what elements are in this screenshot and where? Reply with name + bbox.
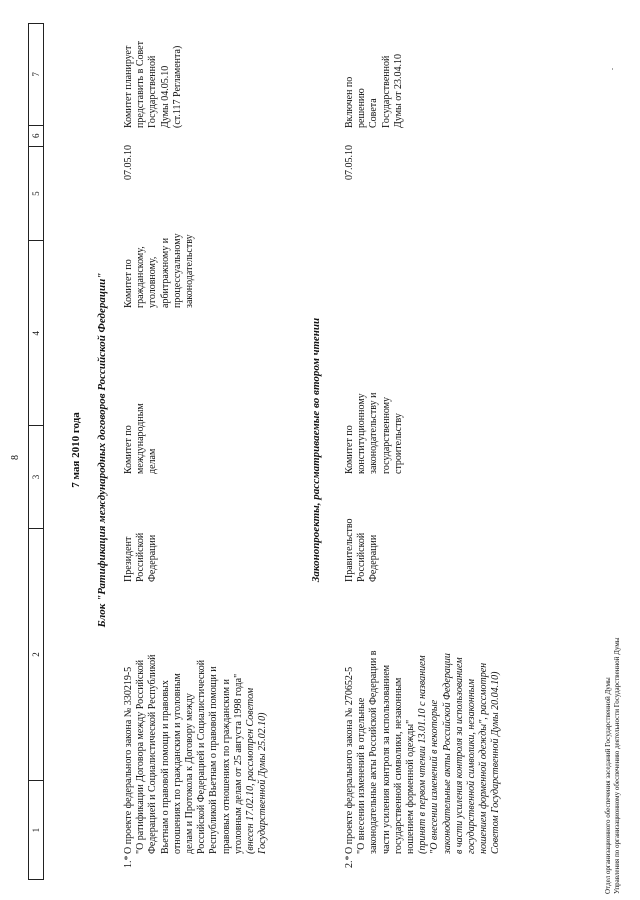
row-2-committee: Комитет по конституционному законодательству и государственному строительству	[344, 392, 404, 474]
row-2-initiator: Правительство Российской Федерации	[344, 518, 380, 582]
row-1-committee: Комитет по международным делам	[123, 403, 159, 474]
second-reading-heading: Законопроекты, рассматриваемые во втором чтении	[310, 317, 322, 583]
column-header-4: 4	[29, 241, 43, 426]
column-header-row	[28, 23, 44, 880]
row-1-note: (внесен 17.02.10, рассмотрен Советом Государственной Думы 25.02.10)	[245, 687, 269, 854]
footer-line-1: Отдел организационного обеспечения заседаний Государственной Думы	[604, 677, 612, 894]
row-1-status: Комитет планирует представить в Совет Государственной Думы 04.05.10 (ст.117 Регламента)	[123, 41, 183, 128]
row-1-initiator: Президент Российской Федерации	[123, 532, 159, 582]
column-header-3: 3	[29, 425, 43, 528]
column-header-7: 7	[31, 72, 41, 77]
row-2-description: О проекте федерального закона № 270652-5 "О внесении изменений в отдельные законодательные акты Российской Федерации в части усиления контроля за использованием государственной символики, незаконным ношением форменной одежды"	[344, 650, 417, 854]
row-2-status: Включен по решению Совета Государственной Думы от 23.04.10	[344, 54, 404, 128]
block-heading: Блок "Ратификация международных договоров Российской Федерации"	[96, 272, 108, 628]
column-header-5: 5	[29, 146, 43, 241]
row-1-description-block	[123, 604, 269, 854]
column-header-6: 6	[29, 125, 43, 146]
row-1-co-committee: Комитет по гражданскому, уголовному, арбитражному и процессуальному законодательству	[123, 233, 196, 308]
date-heading: 7 мая 2010 года	[70, 412, 82, 488]
footer	[604, 374, 622, 894]
footer-line-2: Управления по организационному обеспечению деятельности Государственной Думы	[613, 637, 621, 894]
column-header-1: 1	[29, 780, 43, 879]
row-1-description: О проекте федерального закона № 330219-5 "О ратификации Договора между Российской Федерацией и Социалистической Республикой Вьетнам о правовой помощи и правовых отношениях по гражданским и уголовным делам и Протокола к Договору между Российской Федерацией и Социалистической Республикой Вьетнам о правовой помощи и правовых отношениях по гражданским и уголовным делам от 25 августа 1998 года"	[123, 654, 244, 854]
row-1-date: 07.05.10	[123, 145, 134, 180]
column-header-2: 2	[29, 528, 43, 780]
row-2-number: 2.*	[344, 855, 355, 868]
row-2-description-block	[344, 604, 503, 854]
row-1-number: 1.*	[123, 855, 134, 868]
row-2-note: (принят в первом чтении 13.01.10 с названием "О внесении изменений в некоторые законодательные акты Российской Федерации в части усиления контроля за использованием государственной символики, незаконным ношением форменной одежды", рассмотрен Советом Государственной Думы 20.04.10)	[417, 653, 502, 854]
row-2-date: 07.05.10	[344, 145, 355, 180]
page-number: 8	[10, 455, 21, 460]
edge-mark: .	[606, 68, 615, 70]
